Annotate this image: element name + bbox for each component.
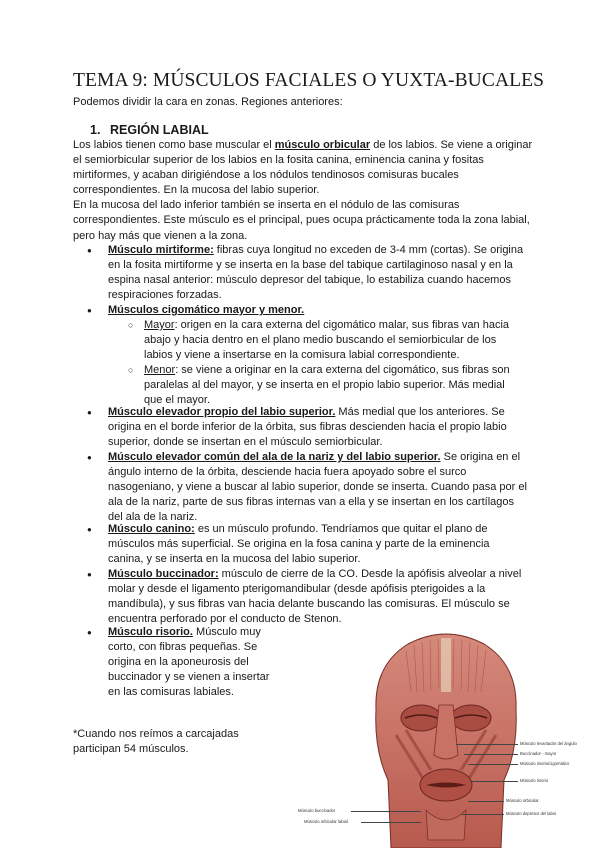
- figure-label: Músculo orbicular: [506, 798, 539, 803]
- subbullet-text: : origen en la cara externa del cigomático malar, sus fibras van hacia abajo y hacia dentro en el plano medio buscando el semiorbicular de los labios y viene a insertarse en la comisura labial correspondiente.: [144, 319, 510, 362]
- section-heading: [90, 123, 209, 137]
- section-title: REGIÓN LABIAL: [110, 123, 209, 137]
- bullet-term: Músculo buccinador:: [108, 568, 219, 580]
- footnote: *Cuando nos reímos a carcajadas participan 54 músculos.: [73, 728, 239, 755]
- paragraph-1-end: de los labios. Se viene a originar el semiorbicular superior de los labios en la fosita canina, eminencia canina y fositas mirtiformes, y acaban dirigiéndose a los nódulos tendinosos comisuras bucales correspondientes. En la mucosa del labio superior.: [73, 139, 533, 197]
- figure-label: Músculo risorio/cigomático: [520, 761, 570, 766]
- facial-muscles-illustration: [296, 630, 600, 848]
- figure-label: Músculo risorio: [520, 778, 549, 783]
- subbullet-mayor: [144, 318, 524, 363]
- paragraph-1-start: Los labios tienen como base muscular el: [73, 139, 275, 151]
- bullet-cigomatico: [108, 303, 528, 318]
- bullet-term: Músculo canino:: [108, 523, 195, 535]
- bullet-term: Músculos cigomático mayor y menor.: [108, 304, 305, 316]
- figure-label: Músculo depresor del labio: [506, 811, 557, 816]
- bullet-canino: [108, 522, 528, 567]
- section-number: 1.: [90, 123, 101, 137]
- bullet-term: Músculo risorio.: [108, 626, 193, 638]
- leader-line: [468, 764, 518, 765]
- figure-label: Músculo levantador del ángulo: [520, 741, 577, 746]
- figure-label: Buccinador - mayor: [520, 751, 557, 756]
- bullet-text: fibras cuya longitud no exceden de 3-4 mm (cortas). Se origina en la fosita mirtiforme y se inserta en la base del tabique cartilaginoso nasal y en la espina nasal anterior: músculo depresor del tabique, lo estabiliza cuando hacemos respiraciones forzadas.: [108, 244, 524, 302]
- bullet-term: Músculo elevador común del ala de la nariz y del labio superior.: [108, 451, 441, 463]
- figure-label: Músculo orbicular labial: [304, 819, 348, 824]
- leader-line: [351, 811, 421, 812]
- bullet-elevador-comun: [108, 450, 528, 525]
- body-paragraphs: [73, 138, 535, 244]
- bullet-text: es un músculo profundo. Tendríamos que quitar el plano de músculos más superficial. Se origina en la fosa canina y parte de la eminencia canina, y se inserta en la mucosa del labio superior.: [108, 523, 490, 566]
- bullet-buccinador: [108, 567, 528, 627]
- leader-line: [468, 801, 504, 802]
- intro-text: Podemos dividir la cara en zonas. Regiones anteriores:: [73, 96, 343, 108]
- subbullet-menor: [144, 363, 524, 408]
- galea-aponeurotica: [441, 638, 451, 692]
- leader-line: [361, 822, 421, 823]
- bullet-text: músculo de cierre de la CO. Desde la apófisis alveolar a nivel molar y desde el ligamento pterigomandibular (desde apófisis pterigoides a la mandíbula), y sus fibras van hacia delante buscando las comisuras. El músculo se encuentra perforado por el conducto de Stenon.: [108, 568, 522, 626]
- figure-label: Músculo buccinador: [298, 808, 336, 813]
- page-title: TEMA 9: MÚSCULOS FACIALES O YUXTA-BUCALES: [73, 70, 545, 91]
- paragraph-1: [73, 138, 535, 198]
- subbullet-text: : se viene a originar en la cara externa del cigomático, sus fibras son paralelas al del mayor, y se inserta en el propio labio superior. Más medial que el mayor.: [144, 364, 510, 407]
- bullet-elevador-propio: [108, 405, 528, 450]
- leader-line: [464, 754, 518, 755]
- bullet-text: Más medial que los anteriores. Se origina en el borde inferior de la órbita, sus fibras descienden hacia el propio labio superior, donde se insertan en el músculo semiorbicular.: [108, 406, 507, 449]
- bullet-term: Músculo mirtiforme:: [108, 244, 214, 256]
- bullet-term: Músculo elevador propio del labio superior.: [108, 406, 336, 418]
- bullet-text: Se origina en el ángulo interno de la órbita, desciende hacia fuera apoyado sobre el surco nasogeniano, y viene a buscar al labio superior, donde se inserta. Cuando pasa por el ala de la nariz, parte de sus fibras internas van a ella y se insertan en los cartílagos del ala de la nariz.: [108, 451, 527, 524]
- subbullet-term: Mayor: [144, 319, 175, 331]
- leader-line: [470, 781, 518, 782]
- bullet-text: Músculo muy corto, con fibras pequeñas. Se origina en la aponeurosis del buccinador y se vienen a insertar en las comisuras labiales.: [108, 626, 270, 699]
- leader-line: [462, 814, 504, 815]
- term-orbicular: músculo orbicular: [274, 139, 371, 151]
- subbullet-term: Menor: [144, 364, 176, 376]
- bullet-mirtiforme: [108, 243, 528, 303]
- paragraph-2: En la mucosa del lado inferior también se inserta en el nódulo de las comisuras correspondientes. Este músculo es el principal, pues ocupa prácticamente toda la zona labial, pero hay más que vienen a la zona.: [73, 199, 530, 242]
- bullet-risorio: [108, 625, 276, 700]
- leader-line: [456, 744, 518, 745]
